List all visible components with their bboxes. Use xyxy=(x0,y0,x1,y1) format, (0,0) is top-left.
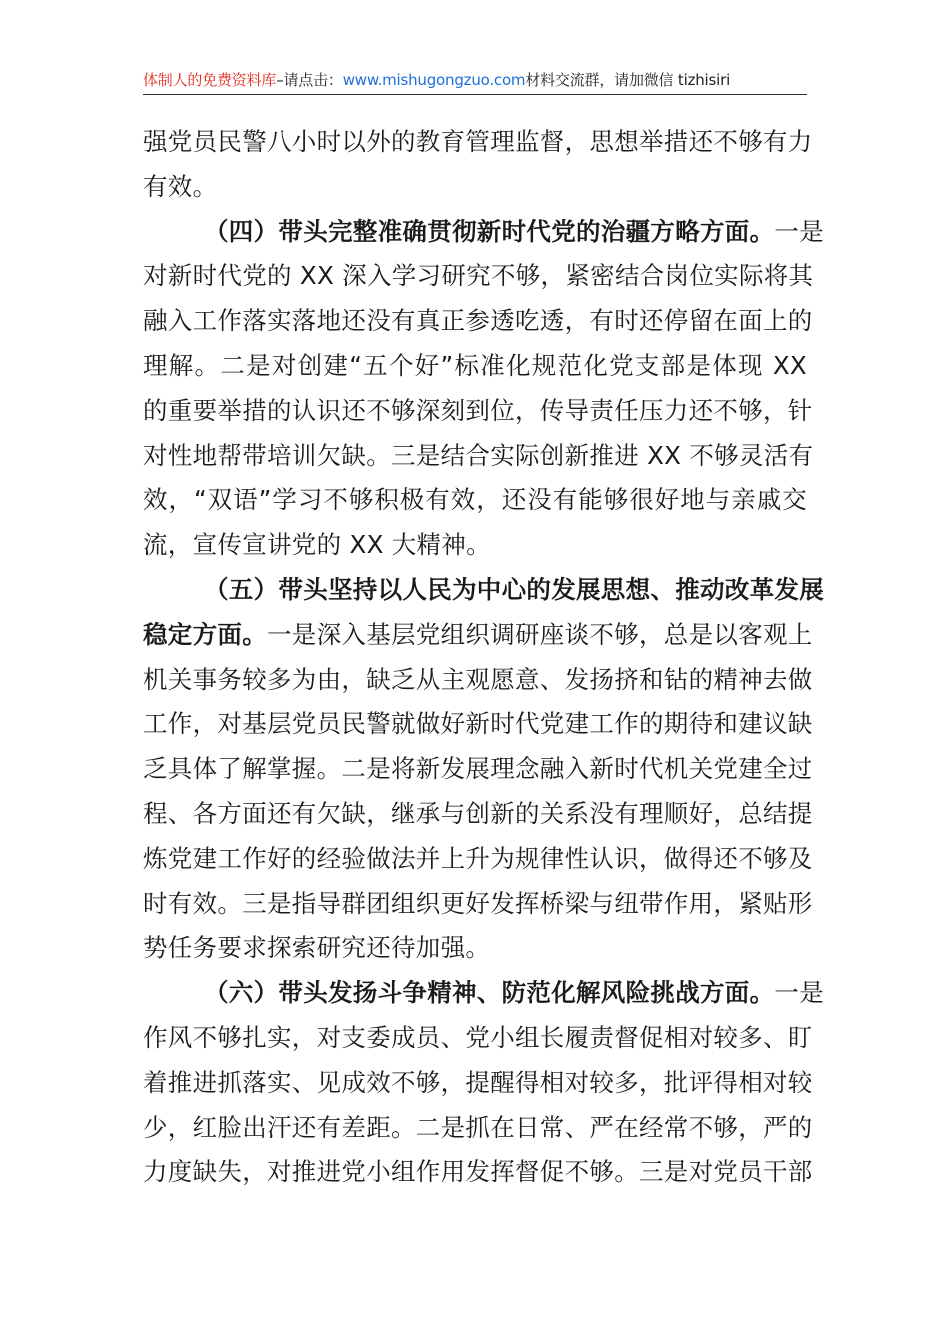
section-heading-text: 稳定方面。 xyxy=(143,619,267,649)
text-line xyxy=(143,120,813,165)
section-heading-text: （五）带头坚持以人民为中心的发展思想、推动改革发展 xyxy=(204,574,824,604)
body-text: 融入工作落实落地还没有真正参透吃透，有时还停留在面上的 xyxy=(143,306,813,336)
body-text: 理解。二是对创建“五个好”标准化规范化党支部是体现 XX xyxy=(143,350,807,380)
body-text: 势任务要求探索研究还待加强。 xyxy=(143,933,491,963)
document-body xyxy=(143,120,825,1195)
body-text: 一是 xyxy=(774,978,825,1008)
text-line xyxy=(143,1016,813,1061)
body-text: 乏具体了解掌握。二是将新发展理念融入新时代机关党建全过 xyxy=(143,754,813,784)
text-line xyxy=(143,747,813,792)
page-header xyxy=(143,68,807,95)
text-line xyxy=(143,792,813,837)
body-text: 流，宣传宣讲党的 XX 大精神。 xyxy=(143,530,491,560)
text-line xyxy=(143,926,807,971)
header-library-title: 体制人的免费资料库 xyxy=(143,71,277,89)
body-text: 对性地帮带培训欠缺。三是结合实际创新推进 XX 不够灵活有 xyxy=(143,440,814,470)
body-text: 少，红脸出汗还有差距。二是抓在日常、严在经常不够，严的 xyxy=(143,1112,813,1142)
text-line xyxy=(143,568,824,613)
header-link[interactable]: www.mishugongzuo.com xyxy=(342,71,526,89)
header-prompt: –请点击： xyxy=(276,71,343,89)
text-line xyxy=(143,210,825,255)
text-line xyxy=(143,344,807,389)
text-line xyxy=(143,882,813,927)
text-line xyxy=(143,1106,813,1151)
text-line xyxy=(143,389,813,434)
text-line xyxy=(143,658,813,703)
body-text: 程、各方面还有欠缺，继承与创新的关系没有理顺好，总结提 xyxy=(143,798,813,828)
section-heading-text: （六）带头发扬斗争精神、防范化解风险挑战方面。 xyxy=(204,978,775,1008)
text-line xyxy=(143,837,813,882)
text-line xyxy=(143,1150,813,1195)
body-text: 一是 xyxy=(774,216,825,246)
text-line xyxy=(143,434,814,479)
body-text: 炼党建工作好的经验做法并上升为规律性认识，做得还不够及 xyxy=(143,843,813,873)
text-line xyxy=(143,523,807,568)
body-text: 的重要举措的认识还不够深刻到位，传导责任压力还不够，针 xyxy=(143,395,813,425)
text-line xyxy=(143,971,825,1016)
body-text: 一是深入基层党组织调研座谈不够，总是以客观上 xyxy=(267,619,813,649)
text-line xyxy=(143,478,807,523)
text-line xyxy=(143,254,814,299)
body-text: 着推进抓落实、见成效不够，提醒得相对较多，批评得相对较 xyxy=(143,1067,813,1097)
body-text: 工作，对基层党员民警就做好新时代党建工作的期待和建议缺 xyxy=(143,709,813,739)
header-wechat-note: 材料交流群，请加微信 tizhisiri xyxy=(525,71,731,89)
body-text: 对新时代党的 XX 深入学习研究不够，紧密结合岗位实际将其 xyxy=(143,261,814,291)
body-text: 作风不够扎实，对支委成员、党小组长履责督促相对较多、盯 xyxy=(143,1022,813,1052)
body-text: 机关事务较多为由，缺乏从主观愿意、发扬挤和钻的精神去做 xyxy=(143,664,813,694)
body-text: 强党员民警八小时以外的教育管理监督，思想举措还不够有力 xyxy=(143,127,813,156)
body-text: 时有效。三是指导群团组织更好发挥桥梁与纽带作用，紧贴形 xyxy=(143,888,813,918)
text-line xyxy=(143,613,813,658)
text-line xyxy=(143,299,813,344)
body-text: 力度缺失，对推进党小组作用发挥督促不够。三是对党员干部 xyxy=(143,1157,813,1187)
text-line xyxy=(143,165,807,210)
section-heading-text: （四）带头完整准确贯彻新时代党的治疆方略方面。 xyxy=(204,216,775,246)
body-text: 有效。 xyxy=(143,171,218,201)
text-line xyxy=(143,1061,813,1106)
body-text: 效，“双语”学习不够积极有效，还没有能够很好地与亲戚交 xyxy=(143,485,807,515)
text-line xyxy=(143,702,813,747)
